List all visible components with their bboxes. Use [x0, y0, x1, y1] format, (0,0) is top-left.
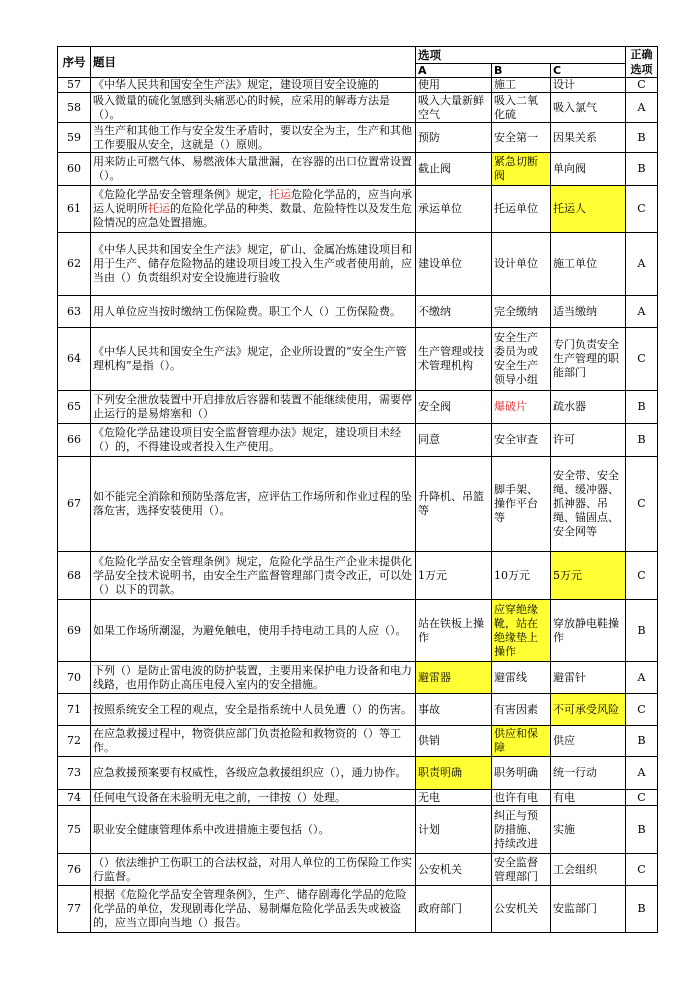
answer-cell: C — [626, 854, 658, 886]
option-c: 5万元 — [551, 552, 626, 600]
answer-cell: A — [626, 662, 658, 694]
question-text: 如果工作场所潮湿，为避免触电，使用手持电动工具的人应（）。 — [91, 600, 416, 662]
table-row — [58, 757, 658, 790]
option-a: 同意 — [416, 424, 492, 457]
option-a: 吸入大量新鲜空气 — [416, 93, 492, 123]
question-text: 用来防止可燃气体、易燃液体大量泄漏，在容器的出口位置常设置（）。 — [91, 153, 416, 186]
table-row — [58, 886, 658, 933]
question-text: 下列（）是防止雷电波的防护装置，主要用来保护电力设备和电力线路，也用作防止高压电侵入室内的安全措施。 — [91, 662, 416, 694]
table-row — [58, 600, 658, 662]
row-number: 57 — [58, 78, 91, 93]
option-b: 10万元 — [492, 552, 551, 600]
option-c: 穿放静电鞋操作 — [551, 600, 626, 662]
answer-cell: C — [626, 694, 658, 726]
table-row — [58, 186, 658, 233]
option-a: 建设单位 — [416, 233, 492, 296]
row-number: 76 — [58, 854, 91, 886]
option-a: 计划 — [416, 806, 492, 854]
answer-cell: B — [626, 424, 658, 457]
option-b: 职务明确 — [492, 757, 551, 790]
row-number: 61 — [58, 186, 91, 233]
table-row — [58, 854, 658, 886]
option-b: 设计单位 — [492, 233, 551, 296]
question-text: 按照系统安全工程的观点，安全是指系统中人员免遭（）的伤害。 — [91, 694, 416, 726]
answer-cell: A — [626, 296, 658, 328]
row-number: 58 — [58, 93, 91, 123]
answer-cell: B — [626, 123, 658, 153]
header-answer: 正确选项 — [626, 47, 658, 78]
answer-cell: B — [626, 886, 658, 933]
answer-cell: C — [626, 552, 658, 600]
answer-cell: B — [626, 806, 658, 854]
option-c: 统一行动 — [551, 757, 626, 790]
row-number: 63 — [58, 296, 91, 328]
option-a: 事故 — [416, 694, 492, 726]
option-c: 许可 — [551, 424, 626, 457]
option-c: 设计 — [551, 78, 626, 93]
question-text: 《中华人民共和国安全生产法》规定，企业所设置的“安全生产管理机构”是指（）。 — [91, 328, 416, 391]
row-number: 60 — [58, 153, 91, 186]
option-a: 1万元 — [416, 552, 492, 600]
option-a: 职责明确 — [416, 757, 492, 790]
option-c: 适当缴纳 — [551, 296, 626, 328]
table-row — [58, 694, 658, 726]
answer-cell: B — [626, 600, 658, 662]
table-row — [58, 457, 658, 552]
row-number: 67 — [58, 457, 91, 552]
option-b: 安全监督管理部门 — [492, 854, 551, 886]
table-row — [58, 806, 658, 854]
question-text-part: 《危险化学品安全管理条例》规定， — [93, 188, 269, 201]
question-text: 在应急救援过程中，物资供应部门负责抢险和救物资的（）等工作。 — [91, 726, 416, 757]
option-b: 安全审查 — [492, 424, 551, 457]
option-b: 紧急切断阀 — [492, 153, 551, 186]
question-text-part: 的危险化学品的种类、数量、危险特性以及发生危险情况的应急处置措施。 — [93, 202, 412, 229]
table-row — [58, 123, 658, 153]
question-text: 职业安全健康管理体系中改进措施主要包括（）。 — [91, 806, 416, 854]
answer-cell: C — [626, 457, 658, 552]
table-row — [58, 93, 658, 123]
row-number: 73 — [58, 757, 91, 790]
option-a: 升降机、吊篮等 — [416, 457, 492, 552]
option-b: 纠正与预防措施、持续改进 — [492, 806, 551, 854]
option-c: 安监部门 — [551, 886, 626, 933]
option-c: 不可承受风险 — [551, 694, 626, 726]
question-text: 《中华人民共和国安全生产法》规定，建设项目安全设施的 — [91, 78, 416, 93]
question-text: 任何电气设备在未验明无电之前，一律按（）处理。 — [91, 790, 416, 806]
question-text: 《危险化学品安全管理条例》规定，危险化学品生产企业未提供化学品安全技术说明书，由安全生产监督管理部门责令改正，可以处（）以下的罚款。 — [91, 552, 416, 600]
answer-cell: C — [626, 186, 658, 233]
row-number: 68 — [58, 552, 91, 600]
header-question: 题目 — [91, 47, 416, 78]
option-a: 预防 — [416, 123, 492, 153]
option-a: 供销 — [416, 726, 492, 757]
option-c: 吸入氯气 — [551, 93, 626, 123]
option-b: 安全第一 — [492, 123, 551, 153]
option-b: 脚手架、操作平台等 — [492, 457, 551, 552]
option-c: 实施 — [551, 806, 626, 854]
option-b: 有害因素 — [492, 694, 551, 726]
option-a: 使用 — [416, 78, 492, 93]
option-c: 供应 — [551, 726, 626, 757]
row-number: 75 — [58, 806, 91, 854]
option-a: 政府部门 — [416, 886, 492, 933]
option-a: 不缴纳 — [416, 296, 492, 328]
question-text: 用人单位应当按时缴纳工伤保险费。职工个人（）工伤保险费。 — [91, 296, 416, 328]
table-row — [58, 328, 658, 391]
header-option-a: A — [416, 64, 492, 78]
answer-cell: C — [626, 790, 658, 806]
answer-cell: A — [626, 93, 658, 123]
option-a: 避雷器 — [416, 662, 492, 694]
answer-cell: C — [626, 328, 658, 391]
option-c: 避雷针 — [551, 662, 626, 694]
option-a: 生产管理或技术管理机构 — [416, 328, 492, 391]
question-text: 如不能完全消除和预防坠落危害，应评估工作场所和作业过程的坠落危害，选择安装使用（）。 — [91, 457, 416, 552]
row-number: 66 — [58, 424, 91, 457]
option-a: 站在铁板上操作 — [416, 600, 492, 662]
question-text: 根据《危险化学品安全管理条例》，生产、储存剧毒化学品的危险化学品的单位，发现剧毒化学品、易制爆危险化学品丢失或被盗的，应当立即向当地（）报告。 — [91, 886, 416, 933]
option-b: 应穿绝缘靴，站在绝缘垫上操作 — [492, 600, 551, 662]
highlighted-term: 托运 — [269, 188, 291, 201]
table-row — [58, 726, 658, 757]
row-number: 64 — [58, 328, 91, 391]
table-row — [58, 391, 658, 424]
answer-cell: B — [626, 153, 658, 186]
option-c: 工会组织 — [551, 854, 626, 886]
answer-cell: B — [626, 726, 658, 757]
answer-cell: A — [626, 233, 658, 296]
row-number: 71 — [58, 694, 91, 726]
row-number: 65 — [58, 391, 91, 424]
option-a: 承运单位 — [416, 186, 492, 233]
row-number: 70 — [58, 662, 91, 694]
header-option-c: C — [551, 64, 626, 78]
question-text: 下列安全泄放装置中开启排放后容器和装置不能继续使用，需要停止运行的是易熔塞和（） — [91, 391, 416, 424]
option-c: 因果关系 — [551, 123, 626, 153]
row-number: 59 — [58, 123, 91, 153]
option-b: 也许有电 — [492, 790, 551, 806]
table-row — [58, 233, 658, 296]
option-c: 疏水器 — [551, 391, 626, 424]
table-row — [58, 790, 658, 806]
question-text: 吸入微量的硫化氢感到头痛恶心的时候，应采用的解毒方法是（）。 — [91, 93, 416, 123]
question-text: 《中华人民共和国安全生产法》规定，矿山、金属冶炼建设项目和用于生产、储存危险物品的建设项目竣工投入生产或者使用前，应当由（）负责组织对安全设施进行验收 — [91, 233, 416, 296]
question-text: 应急救援预案要有权威性，各级应急救援组织应（），通力协作。 — [91, 757, 416, 790]
row-number: 72 — [58, 726, 91, 757]
option-c: 专门负责安全生产管理的职能部门 — [551, 328, 626, 391]
option-b: 供应和保障 — [492, 726, 551, 757]
highlighted-term: 托运 — [148, 202, 170, 215]
table-row — [58, 78, 658, 93]
table-row — [58, 552, 658, 600]
question-table — [57, 46, 658, 933]
row-number: 69 — [58, 600, 91, 662]
option-c: 施工单位 — [551, 233, 626, 296]
option-a: 公安机关 — [416, 854, 492, 886]
option-b: 完全缴纳 — [492, 296, 551, 328]
option-b: 吸入二氧化硫 — [492, 93, 551, 123]
option-a: 无电 — [416, 790, 492, 806]
option-c: 安全带、安全绳、缓冲器、抓神器、吊绳、锚固点、安全网等 — [551, 457, 626, 552]
table-row — [58, 153, 658, 186]
option-b: 安全生产委员为或安全生产领导小组 — [492, 328, 551, 391]
row-number: 62 — [58, 233, 91, 296]
question-text: 当生产和其他工作与安全发生矛盾时，要以安全为主，生产和其他工作要服从安全，这就是（）原则。 — [91, 123, 416, 153]
row-number: 74 — [58, 790, 91, 806]
question-text-part: 危险化学品的，应当向承运人说明所 — [93, 188, 412, 215]
question-text — [91, 186, 416, 233]
option-b: 爆破片 — [492, 391, 551, 424]
option-c: 托运人 — [551, 186, 626, 233]
question-text: （）依法维护工伤职工的合法权益，对用人单位的工伤保险工作实行监督。 — [91, 854, 416, 886]
option-b: 避雷线 — [492, 662, 551, 694]
option-c: 有电 — [551, 790, 626, 806]
header-options: 选项 — [416, 47, 626, 64]
answer-cell: C — [626, 78, 658, 93]
option-b: 施工 — [492, 78, 551, 93]
row-number: 77 — [58, 886, 91, 933]
option-a: 安全阀 — [416, 391, 492, 424]
header-number: 序号 — [58, 47, 91, 78]
option-b: 托运单位 — [492, 186, 551, 233]
question-text: 《危险化学品建设项目安全监督管理办法》规定，建设项目未经（）的，不得建设或者投入生产使用。 — [91, 424, 416, 457]
table-row — [58, 424, 658, 457]
answer-cell: B — [626, 391, 658, 424]
option-c: 单向阀 — [551, 153, 626, 186]
option-a: 截止阀 — [416, 153, 492, 186]
table-row — [58, 662, 658, 694]
header-option-b: B — [492, 64, 551, 78]
answer-cell: A — [626, 757, 658, 790]
option-b: 公安机关 — [492, 886, 551, 933]
table-row — [58, 296, 658, 328]
